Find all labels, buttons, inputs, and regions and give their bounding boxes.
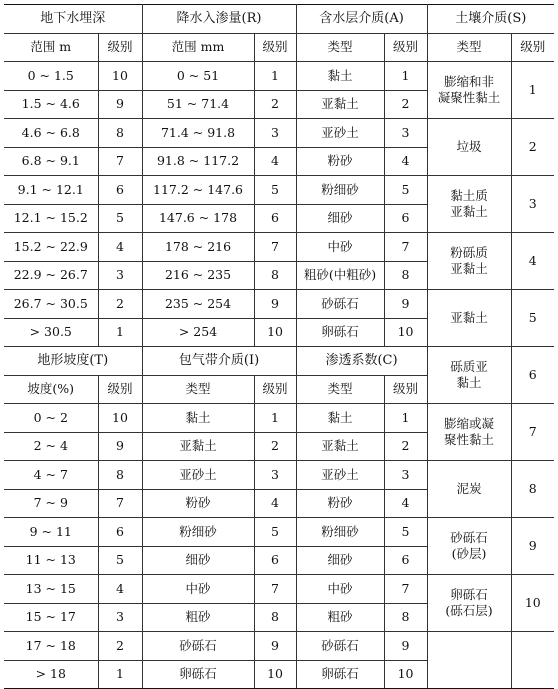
table-cell: 13 ~ 15 bbox=[4, 575, 98, 604]
soil-type-cell bbox=[427, 404, 511, 461]
soil-level-cell: 6 bbox=[511, 347, 554, 404]
table-cell: 9 bbox=[98, 432, 142, 461]
subheader-cell: 级别 bbox=[384, 375, 427, 404]
table-cell: 4 bbox=[384, 489, 427, 518]
soil-type-cell: 垃圾 bbox=[427, 119, 511, 176]
table-cell: 8 bbox=[384, 603, 427, 632]
table-cell: 2 bbox=[254, 432, 296, 461]
empty-cell bbox=[427, 632, 511, 689]
table-cell: 22.9 ~ 26.7 bbox=[4, 261, 98, 290]
table-row bbox=[4, 632, 554, 661]
table-cell: 3 bbox=[254, 461, 296, 490]
soil-level-cell: 10 bbox=[511, 575, 554, 632]
table-cell: 亚砂土 bbox=[296, 119, 384, 148]
table-cell: 中砂 bbox=[296, 233, 384, 262]
soil-type-line: 黏土质 bbox=[450, 188, 488, 204]
table-cell: 6 bbox=[98, 518, 142, 547]
table-cell: 砂砾石 bbox=[296, 290, 384, 319]
table-cell: 7 bbox=[254, 233, 296, 262]
table-cell: 0 ~ 2 bbox=[4, 404, 98, 433]
table-cell: 细砂 bbox=[142, 546, 254, 575]
subheader-cell: 级别 bbox=[254, 33, 296, 62]
soil-type-line: 亚黏土 bbox=[450, 261, 488, 276]
table-cell: 51 ~ 71.4 bbox=[142, 90, 254, 119]
soil-level-cell: 5 bbox=[511, 290, 554, 347]
soil-type-line: 亚黏土 bbox=[450, 204, 488, 219]
drastic-rating-table bbox=[4, 4, 554, 689]
soil-level-cell: 9 bbox=[511, 518, 554, 575]
table-cell: 117.2 ~ 147.6 bbox=[142, 176, 254, 205]
table-cell: 4 bbox=[254, 489, 296, 518]
soil-type-cell: 亚黏土 bbox=[427, 290, 511, 347]
table-cell: 4 bbox=[384, 147, 427, 176]
soil-type-cell bbox=[427, 176, 511, 233]
table-cell: 8 bbox=[98, 461, 142, 490]
table-row bbox=[4, 62, 554, 91]
table-cell: 7 bbox=[384, 575, 427, 604]
subheader-cell: 级别 bbox=[98, 375, 142, 404]
soil-level-cell: 1 bbox=[511, 62, 554, 119]
subheader-cell: 类型 bbox=[142, 375, 254, 404]
soil-level-cell: 4 bbox=[511, 233, 554, 290]
table-cell: 粉细砂 bbox=[142, 518, 254, 547]
subheader-cell: 坡度(%) bbox=[4, 375, 98, 404]
subheader-row bbox=[4, 33, 554, 62]
table-cell: > 254 bbox=[142, 318, 254, 347]
soil-level-cell: 7 bbox=[511, 404, 554, 461]
table-cell: 4 bbox=[98, 233, 142, 262]
table-cell: 卵砾石 bbox=[142, 660, 254, 689]
table-cell: 3 bbox=[98, 261, 142, 290]
table-cell: 2 bbox=[384, 90, 427, 119]
header-vadose-zone: 包气带介质(I) bbox=[142, 347, 296, 376]
table-row bbox=[4, 119, 554, 148]
header-slope: 地形坡度(T) bbox=[4, 347, 142, 376]
table-cell: 7 bbox=[98, 147, 142, 176]
table-cell: 147.6 ~ 178 bbox=[142, 204, 254, 233]
table-cell: 4 ~ 7 bbox=[4, 461, 98, 490]
header-groundwater-depth: 地下水埋深 bbox=[4, 5, 142, 34]
table-cell: 8 bbox=[384, 261, 427, 290]
table-cell: 11 ~ 13 bbox=[4, 546, 98, 575]
table-cell: 粉细砂 bbox=[296, 176, 384, 205]
soil-type-line: (砂层) bbox=[451, 546, 487, 561]
soil-type-line: 凝聚性黏土 bbox=[437, 90, 501, 105]
soil-type-line: 黏土 bbox=[456, 375, 482, 390]
table-cell: 细砂 bbox=[296, 204, 384, 233]
table-cell: 3 bbox=[384, 461, 427, 490]
table-cell: 1 bbox=[98, 318, 142, 347]
table-cell: 2 bbox=[254, 90, 296, 119]
table-cell: 粗砂 bbox=[142, 603, 254, 632]
table-cell: 5 bbox=[384, 518, 427, 547]
soil-type-cell: 泥炭 bbox=[427, 461, 511, 518]
table-cell: 2 ~ 4 bbox=[4, 432, 98, 461]
table-cell: 17 ~ 18 bbox=[4, 632, 98, 661]
table-cell: 4 bbox=[254, 147, 296, 176]
header-recharge: 降水入渗量(R) bbox=[142, 5, 296, 34]
table-row bbox=[4, 575, 554, 604]
header-row bbox=[4, 347, 554, 376]
table-cell: 12.1 ~ 15.2 bbox=[4, 204, 98, 233]
table-cell: 8 bbox=[254, 261, 296, 290]
table-cell: 1 bbox=[254, 404, 296, 433]
header-soil-media: 土壤介质(S) bbox=[427, 5, 554, 34]
table-cell: 15.2 ~ 22.9 bbox=[4, 233, 98, 262]
table-cell: 5 bbox=[384, 176, 427, 205]
subheader-cell: 级别 bbox=[384, 33, 427, 62]
table-cell: 4.6 ~ 6.8 bbox=[4, 119, 98, 148]
table-cell: 10 bbox=[98, 404, 142, 433]
soil-type-line: 卵砾石 bbox=[450, 587, 488, 603]
table-row bbox=[4, 176, 554, 205]
table-cell: 7 ~ 9 bbox=[4, 489, 98, 518]
table-cell: 7 bbox=[98, 489, 142, 518]
table-cell: 粉砂 bbox=[142, 489, 254, 518]
table-cell: 5 bbox=[254, 176, 296, 205]
table-cell: 5 bbox=[98, 546, 142, 575]
table-cell: 9 bbox=[254, 290, 296, 319]
table-cell: 2 bbox=[384, 432, 427, 461]
table-cell: 10 bbox=[384, 660, 427, 689]
table-cell: 235 ~ 254 bbox=[142, 290, 254, 319]
table-cell: 亚黏土 bbox=[296, 90, 384, 119]
header-aquifer-media: 含水层介质(A) bbox=[296, 5, 427, 34]
subheader-cell: 类型 bbox=[296, 375, 384, 404]
subheader-cell: 级别 bbox=[511, 33, 554, 62]
table-cell: 9.1 ~ 12.1 bbox=[4, 176, 98, 205]
table-cell: 1 bbox=[384, 404, 427, 433]
table-cell: 15 ~ 17 bbox=[4, 603, 98, 632]
soil-level-cell: 2 bbox=[511, 119, 554, 176]
table-cell: 亚黏土 bbox=[296, 432, 384, 461]
table-cell: 10 bbox=[254, 660, 296, 689]
table-cell: 0 ~ 1.5 bbox=[4, 62, 98, 91]
table-cell: 3 bbox=[254, 119, 296, 148]
table-cell: 10 bbox=[254, 318, 296, 347]
soil-level-cell: 8 bbox=[511, 461, 554, 518]
table-cell: 9 bbox=[384, 290, 427, 319]
table-cell: 3 bbox=[384, 119, 427, 148]
table-cell: 8 bbox=[254, 603, 296, 632]
soil-type-line: 粉砾质 bbox=[450, 245, 488, 261]
table-cell: 7 bbox=[254, 575, 296, 604]
table-row bbox=[4, 404, 554, 433]
table-row bbox=[4, 518, 554, 547]
table-cell: 9 ~ 11 bbox=[4, 518, 98, 547]
table-cell: 粉砂 bbox=[296, 489, 384, 518]
table-cell: 8 bbox=[98, 119, 142, 148]
table-cell: 91.8 ~ 117.2 bbox=[142, 147, 254, 176]
table-row bbox=[4, 290, 554, 319]
table-cell: 砂砾石 bbox=[296, 632, 384, 661]
table-cell: 5 bbox=[98, 204, 142, 233]
header-row bbox=[4, 5, 554, 34]
table-cell: 2 bbox=[98, 632, 142, 661]
table-cell: 2 bbox=[98, 290, 142, 319]
table-cell: 1 bbox=[254, 62, 296, 91]
table-cell: 6 bbox=[384, 546, 427, 575]
soil-type-cell bbox=[427, 518, 511, 575]
soil-type-line: 砂砾石 bbox=[450, 530, 488, 546]
table-cell: 黏土 bbox=[142, 404, 254, 433]
soil-type-cell bbox=[427, 233, 511, 290]
soil-type-cell bbox=[427, 62, 511, 119]
soil-type-line: 膨缩和非 bbox=[444, 74, 495, 90]
table-cell: > 30.5 bbox=[4, 318, 98, 347]
table-cell: 4 bbox=[98, 575, 142, 604]
table-cell: 卵砾石 bbox=[296, 660, 384, 689]
table-cell: 黏土 bbox=[296, 404, 384, 433]
soil-type-line: 聚性黏土 bbox=[444, 432, 495, 447]
table-cell: 71.4 ~ 91.8 bbox=[142, 119, 254, 148]
soil-type-cell bbox=[427, 575, 511, 632]
table-cell: 粗砂(中粗砂) bbox=[296, 261, 384, 290]
table-cell: 黏土 bbox=[296, 62, 384, 91]
soil-type-line: (砾石层) bbox=[445, 603, 493, 618]
table-cell: 178 ~ 216 bbox=[142, 233, 254, 262]
table-cell: 10 bbox=[98, 62, 142, 91]
table-cell: 10 bbox=[384, 318, 427, 347]
subheader-cell: 范围 mm bbox=[142, 33, 254, 62]
table-cell: 中砂 bbox=[296, 575, 384, 604]
table-cell: 砂砾石 bbox=[142, 632, 254, 661]
table-cell: > 18 bbox=[4, 660, 98, 689]
table-cell: 亚砂土 bbox=[142, 461, 254, 490]
table-cell: 6 bbox=[98, 176, 142, 205]
table-cell: 卵砾石 bbox=[296, 318, 384, 347]
subheader-cell: 级别 bbox=[98, 33, 142, 62]
table-cell: 中砂 bbox=[142, 575, 254, 604]
table-cell: 亚砂土 bbox=[296, 461, 384, 490]
table-cell: 粉细砂 bbox=[296, 518, 384, 547]
soil-type-cell bbox=[427, 347, 511, 404]
table-cell: 1 bbox=[98, 660, 142, 689]
table-cell: 9 bbox=[98, 90, 142, 119]
table-cell: 6 bbox=[384, 204, 427, 233]
soil-type-line: 砾质亚 bbox=[450, 359, 488, 375]
table-cell: 6 bbox=[254, 546, 296, 575]
subheader-cell: 类型 bbox=[427, 33, 511, 62]
table-cell: 亚黏土 bbox=[142, 432, 254, 461]
table-cell: 26.7 ~ 30.5 bbox=[4, 290, 98, 319]
table-cell: 9 bbox=[384, 632, 427, 661]
soil-type-line: 膨缩或凝 bbox=[444, 416, 495, 432]
table-row bbox=[4, 233, 554, 262]
table-cell: 6.8 ~ 9.1 bbox=[4, 147, 98, 176]
table-cell: 216 ~ 235 bbox=[142, 261, 254, 290]
table-cell: 0 ~ 51 bbox=[142, 62, 254, 91]
table-cell: 粗砂 bbox=[296, 603, 384, 632]
table-cell: 1.5 ~ 4.6 bbox=[4, 90, 98, 119]
subheader-cell: 类型 bbox=[296, 33, 384, 62]
table-row bbox=[4, 461, 554, 490]
table-cell: 3 bbox=[98, 603, 142, 632]
table-cell: 1 bbox=[384, 62, 427, 91]
table-cell: 5 bbox=[254, 518, 296, 547]
table-cell: 9 bbox=[254, 632, 296, 661]
table-cell: 6 bbox=[254, 204, 296, 233]
header-conductivity: 渗透系数(C) bbox=[296, 347, 427, 376]
subheader-cell: 级别 bbox=[254, 375, 296, 404]
table-cell: 7 bbox=[384, 233, 427, 262]
table-cell: 粉砂 bbox=[296, 147, 384, 176]
empty-cell bbox=[511, 632, 554, 689]
soil-level-cell: 3 bbox=[511, 176, 554, 233]
subheader-cell: 范围 m bbox=[4, 33, 98, 62]
table-cell: 细砂 bbox=[296, 546, 384, 575]
